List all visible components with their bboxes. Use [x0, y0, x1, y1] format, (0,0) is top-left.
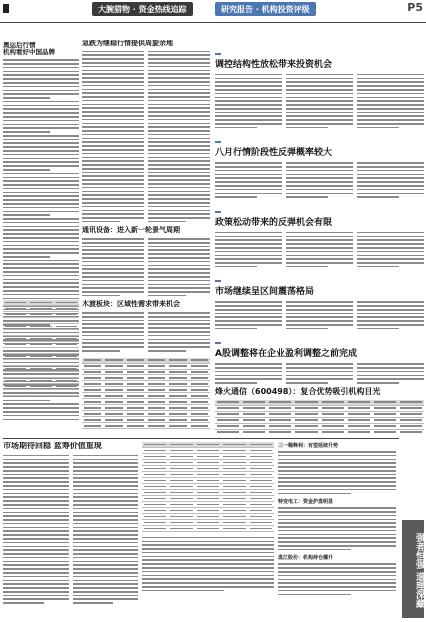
right-headline-4: 市场继续呈区间震荡格局 — [215, 287, 315, 298]
right-body-5 — [215, 363, 424, 384]
left-data-table — [3, 300, 79, 396]
left-table — [3, 300, 79, 420]
right-headline-2: 八月行情阶段性反弹概率较大 — [215, 148, 333, 159]
bottom-center-table — [142, 442, 274, 532]
bottom-right-body-3 — [278, 563, 396, 595]
newspaper-tag — [3, 4, 9, 13]
right-column — [215, 40, 424, 435]
center-lower-title: 木渡板块：区域性需求带来机会 — [82, 300, 180, 309]
center-column — [82, 40, 210, 435]
bottom-right-section — [278, 442, 396, 620]
center-mid-body — [82, 238, 210, 296]
right-banner-3 — [215, 211, 221, 213]
right-body-3 — [215, 232, 424, 268]
center-mid-title: 通讯设备：进入新一轮景气周期 — [82, 226, 180, 235]
right-body-4 — [215, 301, 424, 329]
right-banner-4 — [215, 280, 221, 282]
right-data-table — [215, 400, 424, 435]
bottom-right-body-2 — [278, 507, 396, 550]
right-headline-1: 调控结构性放松带来投资机会 — [215, 60, 333, 70]
header-left — [0, 0, 213, 38]
bottom-right-title-2: 特变电工：资金护盘明显 — [278, 499, 334, 506]
left-title-line1: 奥运后行情 — [3, 42, 36, 49]
right-banner-1 — [215, 53, 221, 55]
side-vertical-box: 强者恒强 道理深藏 — [402, 520, 424, 618]
right-section-title: 研究报告 · 机构投资评级 — [215, 2, 316, 16]
center-top-title: 急跌为继稳行情提供周旋余地 — [82, 40, 173, 47]
right-headline-5: A股调整将在企业盈利调整之前完成 — [215, 349, 357, 360]
center-top-body — [82, 51, 210, 223]
left-section-title: 大腕猎物 · 资金热线追踪 — [92, 2, 193, 16]
right-body-2 — [215, 162, 424, 198]
right-body-1 — [215, 74, 424, 129]
right-banner-5 — [215, 342, 221, 344]
right-headline-6: 烽火通信（600498）：复合优势吸引机构目光 — [215, 386, 381, 396]
bottom-center-body — [142, 537, 274, 592]
center-lower-body — [82, 312, 210, 351]
header-right — [213, 0, 426, 38]
center-data-table — [82, 358, 210, 430]
left-title-line2: 机构看好中国品牌 — [3, 48, 55, 57]
header-rule — [0, 22, 426, 23]
bottom-left-section — [3, 442, 138, 620]
right-headline-3: 政策松动带来的反弹机会有限 — [215, 217, 333, 228]
section-divider — [3, 438, 399, 439]
page-header — [0, 0, 426, 38]
page-number: P5 — [407, 1, 423, 14]
right-banner-2 — [215, 141, 221, 143]
bottom-right-body-1 — [278, 451, 396, 494]
bottom-left-title: 市场期待回稳 蓝筹价值重现 — [3, 442, 102, 450]
bottom-center-section — [142, 442, 274, 620]
bottom-right-title-3: 盘江股份：机构持仓擢升 — [278, 555, 334, 562]
bottom-right-title-1: 三一稀释利：有望延续升势 — [278, 443, 339, 449]
